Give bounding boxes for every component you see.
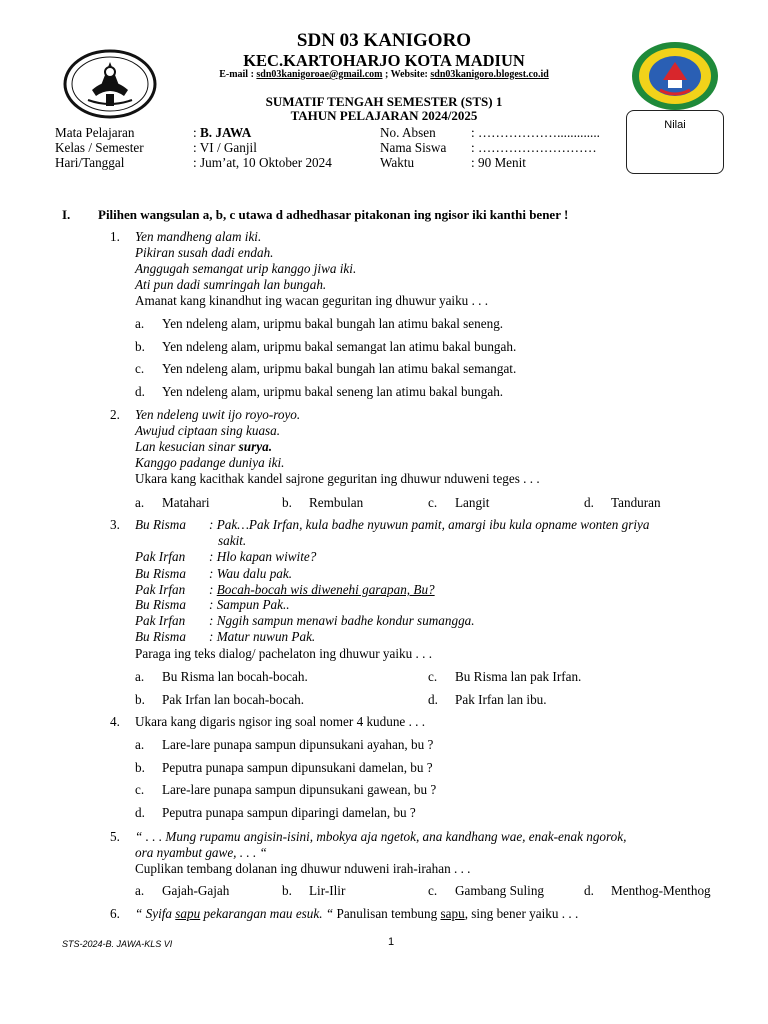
date-value: : Jum’at, 10 Oktober 2024 bbox=[193, 155, 332, 170]
dialog-line: : Matur nuwun Pak. bbox=[209, 629, 316, 644]
option-letter[interactable]: c. bbox=[428, 669, 438, 684]
option-letter[interactable]: d. bbox=[135, 384, 145, 399]
dialog-speaker: Pak Irfan bbox=[135, 549, 186, 564]
question-number: 1. bbox=[110, 229, 120, 244]
dialog-speaker: Bu Risma bbox=[135, 517, 186, 532]
poem-line: Anggugah semangat urip kanggo jiwa iki. bbox=[135, 261, 357, 276]
option-letter[interactable]: c. bbox=[428, 495, 438, 510]
poem-line: Yen mandheng alam iki. bbox=[135, 229, 262, 244]
contact-line bbox=[0, 69, 768, 80]
dialog-speaker: Pak Irfan bbox=[135, 613, 186, 628]
underlined-word: sapu bbox=[175, 906, 201, 921]
option-text[interactable]: Pak Irfan lan ibu. bbox=[455, 692, 547, 707]
poem-line: Lan kesucian sinar surya. bbox=[135, 439, 273, 454]
website-label: ; Website: bbox=[384, 69, 428, 80]
dialog-line: : Sampun Pak.. bbox=[209, 597, 290, 612]
academic-year: TAHUN PELAJARAN 2024/2025 bbox=[290, 108, 478, 123]
option-letter[interactable]: a. bbox=[135, 495, 145, 510]
absen-label: No. Absen bbox=[380, 125, 436, 140]
score-label: Nilai bbox=[664, 119, 686, 131]
dialog-line: : Nggih sampun menawi badhe kondur sumangga. bbox=[209, 613, 475, 628]
dialog-line: sakit. bbox=[218, 533, 247, 548]
option-text[interactable]: Langit bbox=[455, 495, 490, 510]
option-letter[interactable]: a. bbox=[135, 669, 145, 684]
option-text[interactable]: Pak Irfan lan bocah-bocah. bbox=[162, 692, 305, 707]
option-letter[interactable]: c. bbox=[135, 782, 145, 797]
email-label: E-mail : bbox=[219, 69, 254, 80]
option-letter[interactable]: a. bbox=[135, 316, 145, 331]
class-label: Kelas / Semester bbox=[55, 140, 144, 155]
question-number: 2. bbox=[110, 407, 120, 422]
option-text[interactable]: Yen ndeleng alam, uripmu bakal seneng lan atimu bakal bungah. bbox=[162, 384, 504, 399]
page-number: 1 bbox=[388, 936, 395, 948]
school-name: SDN 03 KANIGORO bbox=[296, 30, 472, 51]
option-text[interactable]: Lare-lare punapa sampun dipunsukani ayahan, bu ? bbox=[162, 737, 434, 752]
option-text[interactable]: Yen ndeleng alam, uripmu bakal semangat lan atimu bakal bungah. bbox=[162, 339, 517, 354]
option-text[interactable]: Peputra punapa sampun diparingi damelan, bu ? bbox=[162, 805, 416, 820]
option-text[interactable]: Gajah-Gajah bbox=[162, 883, 230, 898]
poem-line: Kanggo padange duniya iki. bbox=[135, 455, 285, 470]
class-value: : VI / Ganjil bbox=[193, 140, 257, 155]
question-text: Ukara kang kacithak kandel sajrone geguritan ing dhuwur nduweni teges . . . bbox=[135, 471, 540, 486]
option-text[interactable]: Peputra punapa sampun dipunsukani damelan, bu ? bbox=[162, 760, 433, 775]
option-text[interactable]: Menthog-Menthog bbox=[611, 883, 711, 898]
option-text[interactable]: Yen ndeleng alam, uripmu bakal bungah lan atimu bakal seneng. bbox=[162, 316, 504, 331]
dialog-speaker: Bu Risma bbox=[135, 566, 186, 581]
option-letter[interactable]: d. bbox=[135, 805, 145, 820]
question-text: “ Syifa sapu pekarangan mau esuk. “ Panulisan tembung sapu, sing bener yaiku . . . bbox=[135, 906, 579, 921]
option-text[interactable]: Yen ndeleng alam, uripmu bakal bungah lan atimu bakal semangat. bbox=[162, 361, 517, 376]
option-letter[interactable]: d. bbox=[584, 883, 594, 898]
poem-line: Ati pun dadi sumringah lan bungah. bbox=[135, 277, 327, 292]
name-field[interactable]: : ……………………… bbox=[471, 140, 597, 155]
option-text[interactable]: Bu Risma lan pak Irfan. bbox=[455, 669, 582, 684]
section-instruction: Pilihen wangsulan a, b, c utawa d adhedhasar pitakonan ing ngisor iki kanthi bener ! bbox=[98, 207, 569, 222]
question-number: 4. bbox=[110, 714, 120, 729]
option-text[interactable]: Rembulan bbox=[309, 495, 364, 510]
option-letter[interactable]: a. bbox=[135, 883, 145, 898]
score-box[interactable] bbox=[626, 110, 724, 174]
question-number: 3. bbox=[110, 517, 120, 532]
question-text: Paraga ing teks dialog/ pachelaton ing dhuwur yaiku . . . bbox=[135, 646, 433, 661]
footer-code: STS-2024-B. JAWA-KLS VI bbox=[62, 939, 173, 949]
option-text[interactable]: Tanduran bbox=[611, 495, 661, 510]
poem-line: Awujud ciptaan sing kuasa. bbox=[135, 423, 281, 438]
time-value: : 90 Menit bbox=[471, 155, 526, 170]
dialog-line: : Hlo kapan wiwite? bbox=[209, 549, 317, 564]
poem-line: Pikiran susah dadi endah. bbox=[135, 245, 274, 260]
question-text: Amanat kang kinandhut ing wacan geguritan ing dhuwur yaiku . . . bbox=[135, 293, 489, 308]
option-letter[interactable]: b. bbox=[135, 339, 145, 354]
school-district: KEC.KARTOHARJO KOTA MADIUN bbox=[243, 51, 525, 70]
website-link[interactable]: sdn03kanigoro.blogest.co.id bbox=[430, 69, 549, 80]
option-letter[interactable]: b. bbox=[135, 760, 145, 775]
email-link[interactable]: sdn03kanigoroae@gmail.com bbox=[256, 69, 383, 80]
poem-line: Yen ndeleng uwit ijo royo-royo. bbox=[135, 407, 301, 422]
option-letter[interactable]: c. bbox=[428, 883, 438, 898]
absen-field[interactable]: : ………………............. bbox=[471, 125, 600, 140]
subject-label: Mata Pelajaran bbox=[55, 125, 135, 140]
option-text[interactable]: Lir-Ilir bbox=[309, 883, 346, 898]
dialog-speaker: Bu Risma bbox=[135, 629, 186, 644]
option-letter[interactable]: c. bbox=[135, 361, 145, 376]
question-text: Cuplikan tembang dolanan ing dhuwur nduweni irah-irahan . . . bbox=[135, 861, 471, 876]
option-letter[interactable]: b. bbox=[282, 495, 292, 510]
dialog-line: : Pak…Pak Irfan, kula badhe nyuwun pamit, amargi ibu kula opname wonten griya bbox=[209, 517, 650, 532]
question-number: 6. bbox=[110, 906, 120, 921]
option-letter[interactable]: d. bbox=[428, 692, 438, 707]
dialog-speaker: Pak Irfan bbox=[135, 582, 186, 597]
name-label: Nama Siswa bbox=[380, 140, 447, 155]
option-text[interactable]: Lare-lare punapa sampun dipunsukani gawean, bu ? bbox=[162, 782, 437, 797]
time-label: Waktu bbox=[380, 155, 415, 170]
song-quote: “ . . . Mung rupamu angisin-isini, mbokya aja ngetok, ana kandhang wae, enak-enak ngorok, bbox=[135, 829, 627, 844]
option-letter[interactable]: b. bbox=[135, 692, 145, 707]
option-letter[interactable]: a. bbox=[135, 737, 145, 752]
underlined-sentence: Bocah-bocah wis diwenehi garapan, Bu? bbox=[216, 582, 435, 597]
underlined-word: sapu bbox=[440, 906, 465, 921]
option-text[interactable]: Bu Risma lan bocah-bocah. bbox=[162, 669, 308, 684]
option-letter[interactable]: d. bbox=[584, 495, 594, 510]
question-text: Ukara kang digaris ngisor ing soal nomer 4 kudune . . . bbox=[135, 714, 426, 729]
section-number: I. bbox=[62, 207, 71, 222]
dialog-speaker: Bu Risma bbox=[135, 597, 186, 612]
dialog-line: : Wau dalu pak. bbox=[209, 566, 293, 581]
bold-word: surya. bbox=[238, 439, 273, 454]
option-text[interactable]: Gambang Suling bbox=[455, 883, 545, 898]
exam-title: SUMATIF TENGAH SEMESTER (STS) 1 bbox=[265, 94, 503, 109]
option-letter[interactable]: b. bbox=[282, 883, 292, 898]
subject-value: : B. JAWA bbox=[193, 125, 252, 140]
song-quote: ora nyambut gawe, . . . “ bbox=[135, 845, 267, 860]
dialog-line: : Bocah-bocah wis diwenehi garapan, Bu? bbox=[209, 582, 435, 597]
date-label: Hari/Tanggal bbox=[55, 155, 125, 170]
option-text[interactable]: Matahari bbox=[162, 495, 210, 510]
question-number: 5. bbox=[110, 829, 120, 844]
